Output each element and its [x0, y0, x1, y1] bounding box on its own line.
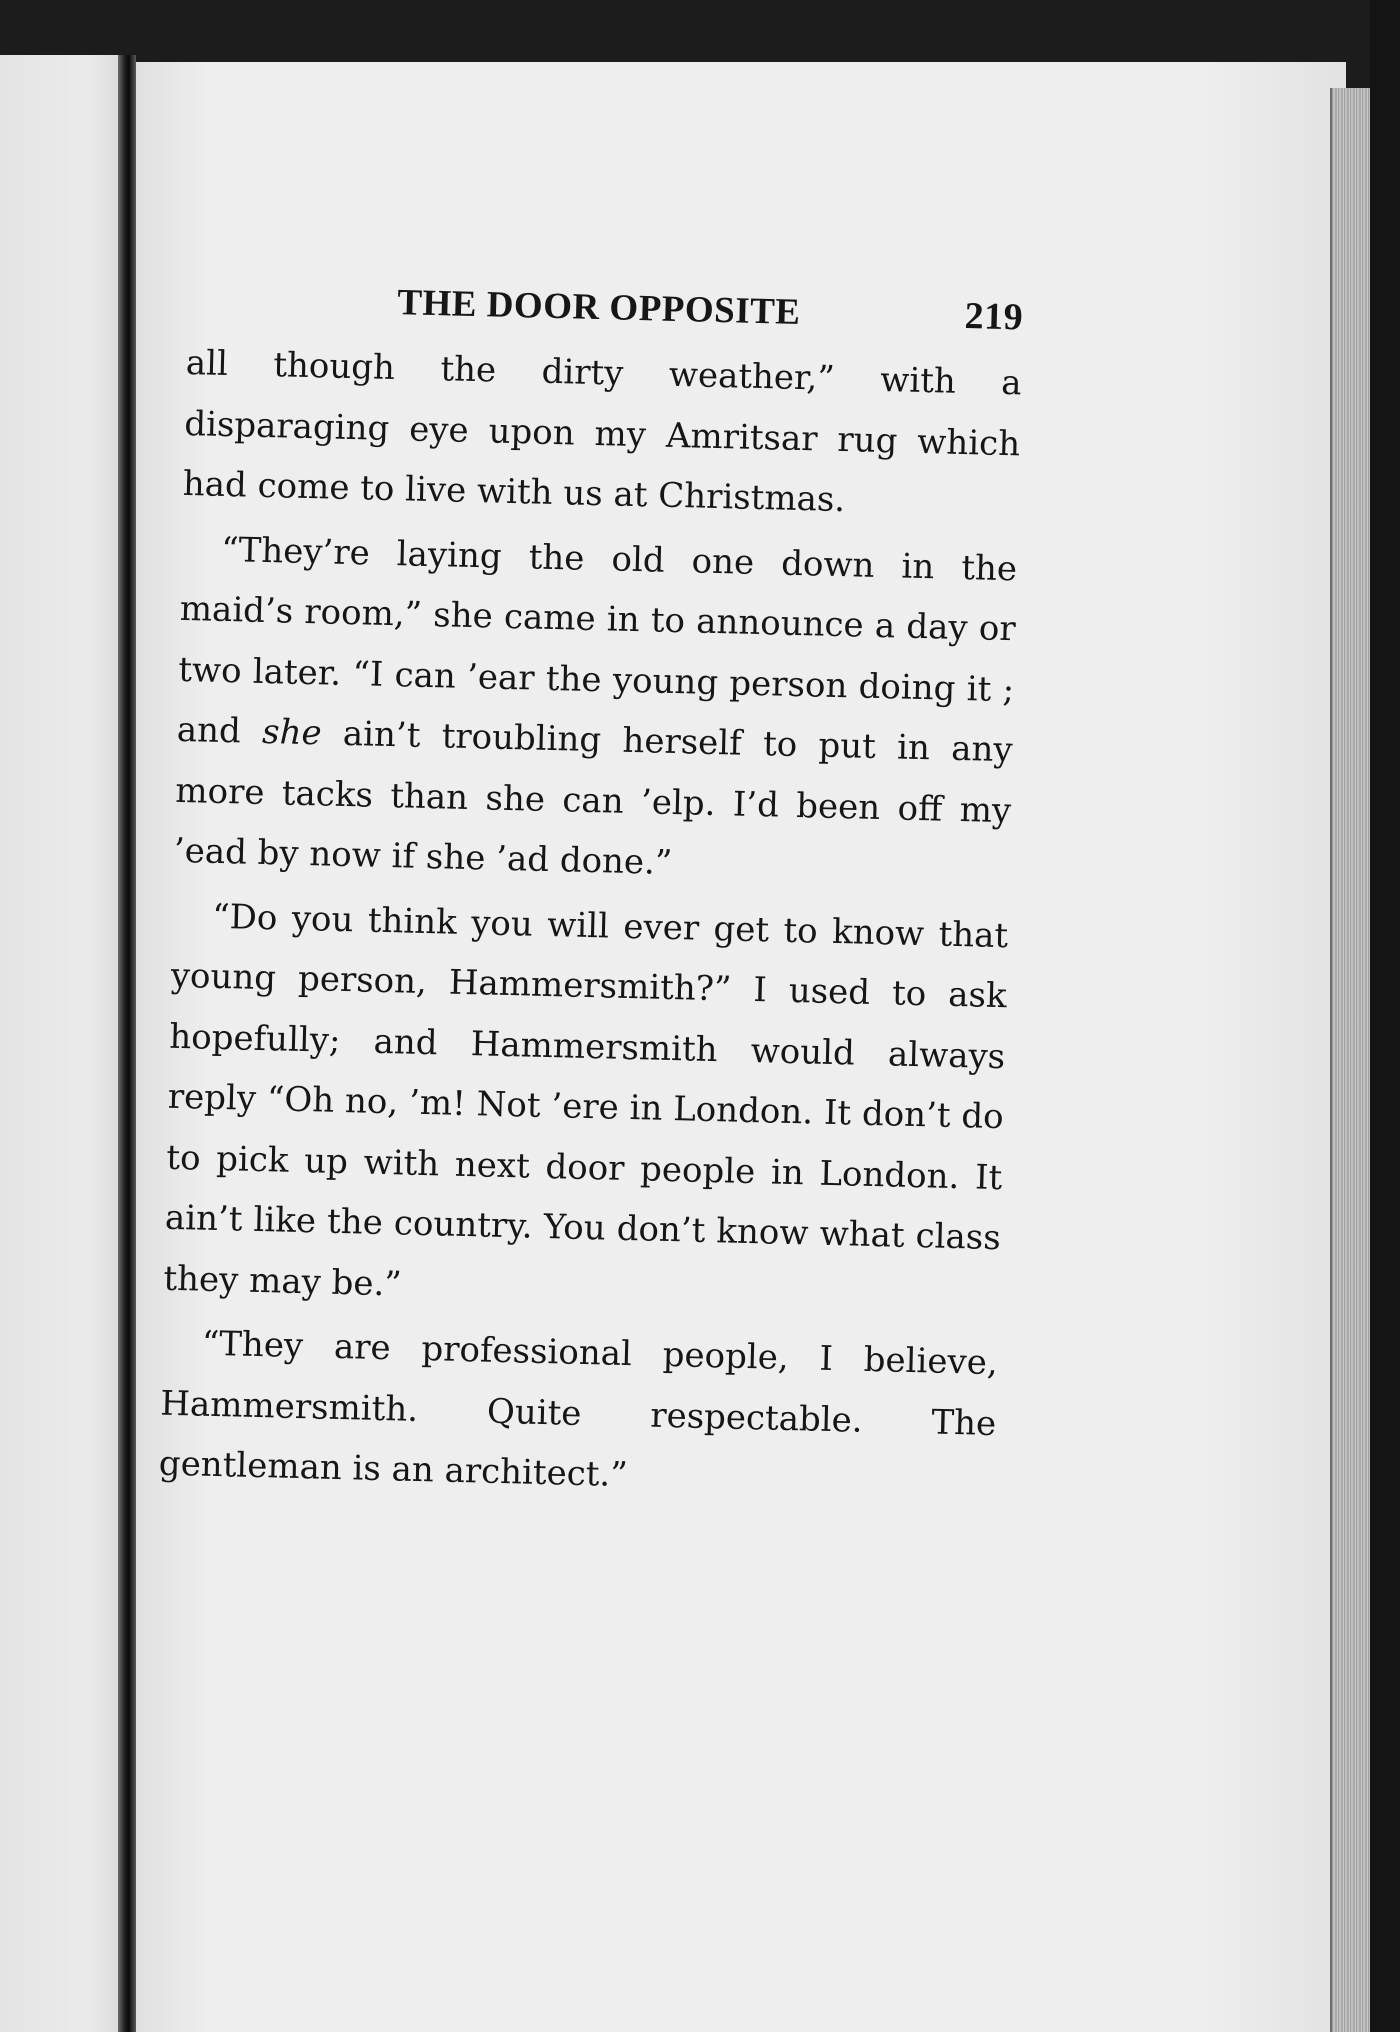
page-edges: [1330, 88, 1372, 2032]
paragraph-2: [173, 518, 1018, 901]
page-text-block: [158, 275, 1024, 1515]
paragraph-1: all though the dirty weather,” with a disparaging eye upon my Amritsar rug which had come to live with us at Christmas.: [182, 342, 1023, 521]
background-edge: [1370, 0, 1400, 2032]
running-title: THE DOOR OPPOSITE: [396, 282, 802, 333]
paragraph-2-text-after-italic: ain’t troubling herself to put in any more tacks than she can ’elp. I’d been off my ’ead by now if she ’ad done.”: [173, 713, 1014, 884]
left-facing-page: [0, 55, 125, 2032]
paragraph-2-text-before-italic: “They’re laying the old one down in the maid’s room,” she came in to announce a day or two later. “I can ’ear the young person doing it ; and: [176, 529, 1018, 752]
paragraph-4: “They are professional people, I believe, Hammersmith. Quite respectable. The gentleman is an architect.”: [158, 1323, 999, 1496]
page-number: 219: [964, 294, 1024, 339]
paragraph-3: “Do you think you will ever get to know that young person, Hammersmith?” I used to ask hopefully; and Hammersmith would always reply “Oh no, ’m! Not ’ere in London. It don’t do to pick up with next door people in London. It ain’t like the country. You don’t know what class they may be.”: [162, 896, 1009, 1305]
book-gutter: [118, 55, 136, 2032]
paragraph-2-italic-word: she: [261, 711, 323, 754]
